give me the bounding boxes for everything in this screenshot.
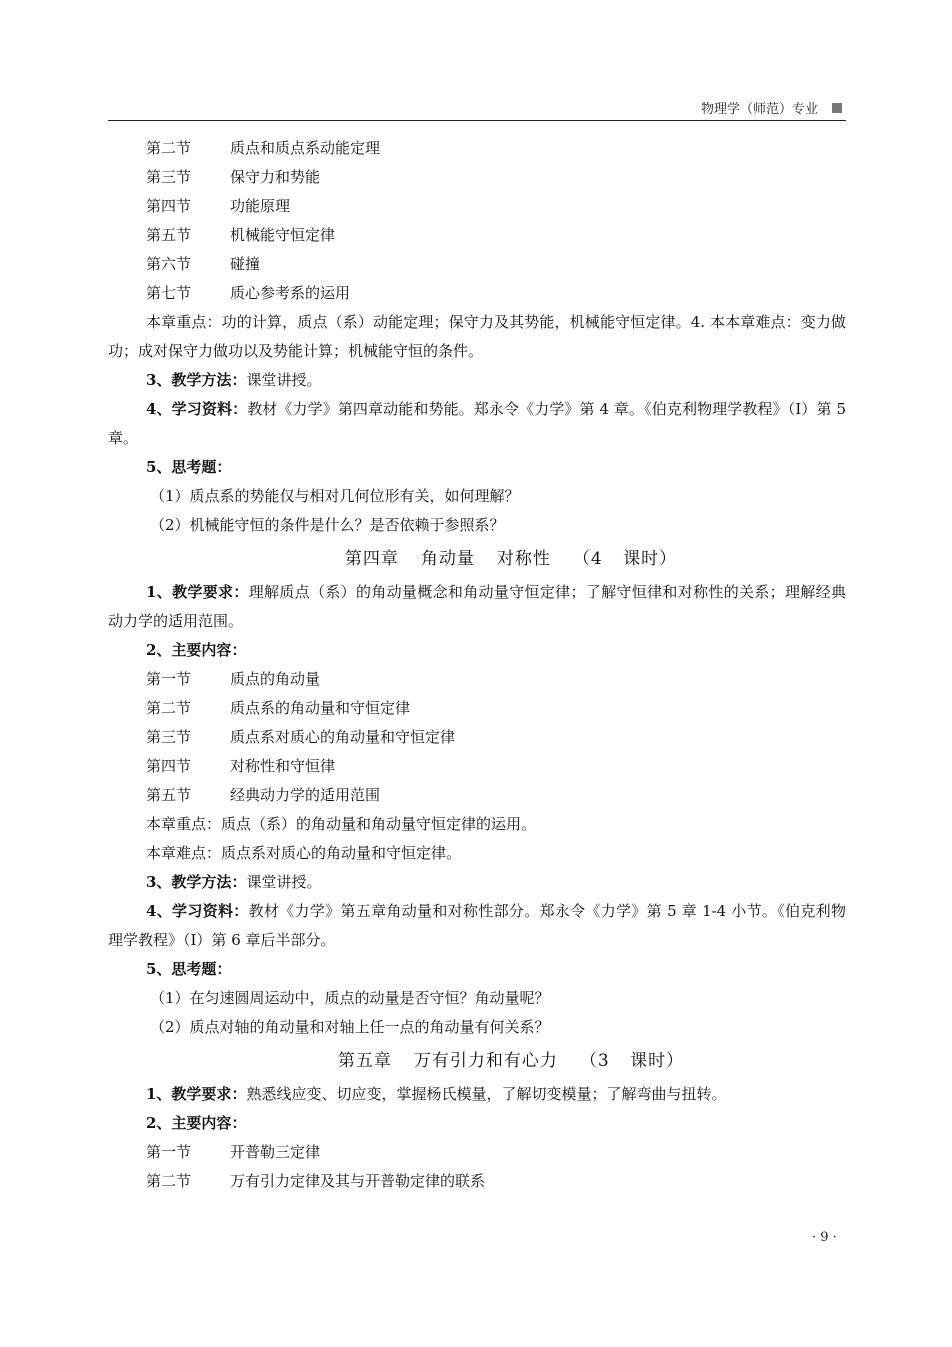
section-num: 第二节 <box>146 139 192 157</box>
chapter-4-title <box>108 540 846 578</box>
ch4-question-1: （1）在匀速圆周运动中，质点的动量是否守恒？角动量呢？ <box>150 989 550 1007</box>
materials-label: 4、学习资料： <box>146 400 248 418</box>
req-text: 理解质点（系）的角动量概念和角动量守恒定律；了解守恒律和对称性的关系；理解经典动力学的适用范围。 <box>108 583 846 630</box>
section-num: 第六节 <box>146 255 192 273</box>
section-title: 开普勒三定律 <box>230 1143 321 1161</box>
section-title: 质点的角动量 <box>230 670 321 688</box>
section-num: 第五节 <box>146 786 192 804</box>
section-title: 对称性和守恒律 <box>230 757 336 775</box>
section-num: 第一节 <box>146 1143 192 1161</box>
ch3-key-points: 本章重点：功的计算，质点（系）动能定理；保守力及其势能，机械能守恒定律。4. 本本章难点：变力做功；成对保守力做功以及势能计算；机械能守恒的条件。 <box>108 313 846 360</box>
section-num: 第二节 <box>146 699 192 717</box>
ch5-requirements <box>108 1080 846 1109</box>
ch4-questions-label: 5、思考题： <box>146 960 232 978</box>
chapter-hours: （3 课时） <box>579 1051 685 1071</box>
method-label: 3、教学方法： <box>146 371 247 389</box>
chapter-title-part: 对称性 <box>496 549 551 569</box>
ch4-difficulty: 本章难点：质点系对质心的角动量和守恒定律。 <box>146 844 462 862</box>
chapter-5-title <box>108 1042 846 1080</box>
ch4-content-label: 2、主要内容： <box>146 641 247 659</box>
method-text: 课堂讲授。 <box>246 371 322 389</box>
section-line <box>108 665 846 694</box>
section-line <box>108 752 846 781</box>
section-num: 第七节 <box>146 284 192 302</box>
section-line <box>108 694 846 723</box>
materials-text: 教材《力学》第四章动能和势能。郑永令《力学》第 4 章。《伯克利物理学教程》（I）第 5 章。 <box>108 400 846 447</box>
ch4-question-2: （2）质点对轴的角动量和对轴上任一点的角动量有何关系？ <box>150 1018 550 1036</box>
materials-label: 4、学习资料： <box>146 902 249 920</box>
section-line <box>108 279 846 308</box>
ch3-materials <box>108 395 846 453</box>
section-num: 第三节 <box>146 728 192 746</box>
section-line <box>108 781 846 810</box>
ch3-method <box>108 366 846 395</box>
section-num: 第二节 <box>146 1172 192 1190</box>
section-line <box>108 221 846 250</box>
page-header <box>108 96 846 121</box>
ch4-key-point: 本章重点：质点（系）的角动量和角动量守恒定律的运用。 <box>146 815 537 833</box>
chapter-num: 第四章 <box>344 549 399 569</box>
chapter-title-part: 角动量 <box>420 549 475 569</box>
section-num: 第三节 <box>146 168 192 186</box>
section-line <box>108 723 846 752</box>
section-title: 质心参考系的运用 <box>230 284 351 302</box>
method-text: 课堂讲授。 <box>246 873 322 891</box>
ch4-materials <box>108 897 846 955</box>
section-title: 机械能守恒定律 <box>230 226 336 244</box>
section-title: 质点系对质心的角动量和守恒定律 <box>230 728 456 746</box>
section-num: 第一节 <box>146 670 192 688</box>
ch3-question-1: （1）质点系的势能仅与相对几何位形有关，如何理解？ <box>150 487 520 505</box>
chapter-hours: （4 课时） <box>572 549 678 569</box>
section-num: 第五节 <box>146 226 192 244</box>
section-num: 第四节 <box>146 757 192 775</box>
section-line <box>108 1138 846 1167</box>
ch5-content-label: 2、主要内容： <box>146 1114 247 1132</box>
section-line <box>108 134 846 163</box>
section-num: 第四节 <box>146 197 192 215</box>
method-label: 3、教学方法： <box>146 873 247 891</box>
ch4-method <box>108 868 846 897</box>
materials-text: 教材《力学》第五章角动量和对称性部分。郑永令《力学》第 5 章 1-4 小节。《伯克利物理学教程》（I）第 6 章后半部分。 <box>108 902 846 949</box>
page-number: · 9 · <box>812 1230 837 1245</box>
section-title: 保守力和势能 <box>230 168 321 186</box>
section-line <box>108 250 846 279</box>
section-title: 质点系的角动量和守恒定律 <box>230 699 411 717</box>
section-title: 碰撞 <box>230 255 261 273</box>
section-line <box>108 1167 846 1196</box>
ch3-questions-label: 5、思考题： <box>146 458 232 476</box>
ch4-requirements <box>108 578 846 636</box>
header-square-icon <box>832 103 842 113</box>
chapter-num: 第五章 <box>337 1051 392 1071</box>
page-body <box>108 134 846 1196</box>
chapter-title-part: 万有引力和有心力 <box>413 1051 558 1071</box>
section-title: 经典动力学的适用范围 <box>230 786 381 804</box>
section-title: 万有引力定律及其与开普勒定律的联系 <box>230 1172 486 1190</box>
req-text: 熟悉线应变、切应变，掌握杨氏模量，了解切变模量；了解弯曲与扭转。 <box>246 1085 727 1103</box>
header-title: 物理学（师范）专业 <box>700 102 818 117</box>
section-title: 质点和质点系动能定理 <box>230 139 381 157</box>
section-title: 功能原理 <box>230 197 291 215</box>
ch3-question-2: （2）机械能守恒的条件是什么？是否依赖于参照系？ <box>150 516 505 534</box>
section-line <box>108 192 846 221</box>
section-line <box>108 163 846 192</box>
req-label: 1、教学要求： <box>146 1085 247 1103</box>
req-label: 1、教学要求： <box>146 583 249 601</box>
